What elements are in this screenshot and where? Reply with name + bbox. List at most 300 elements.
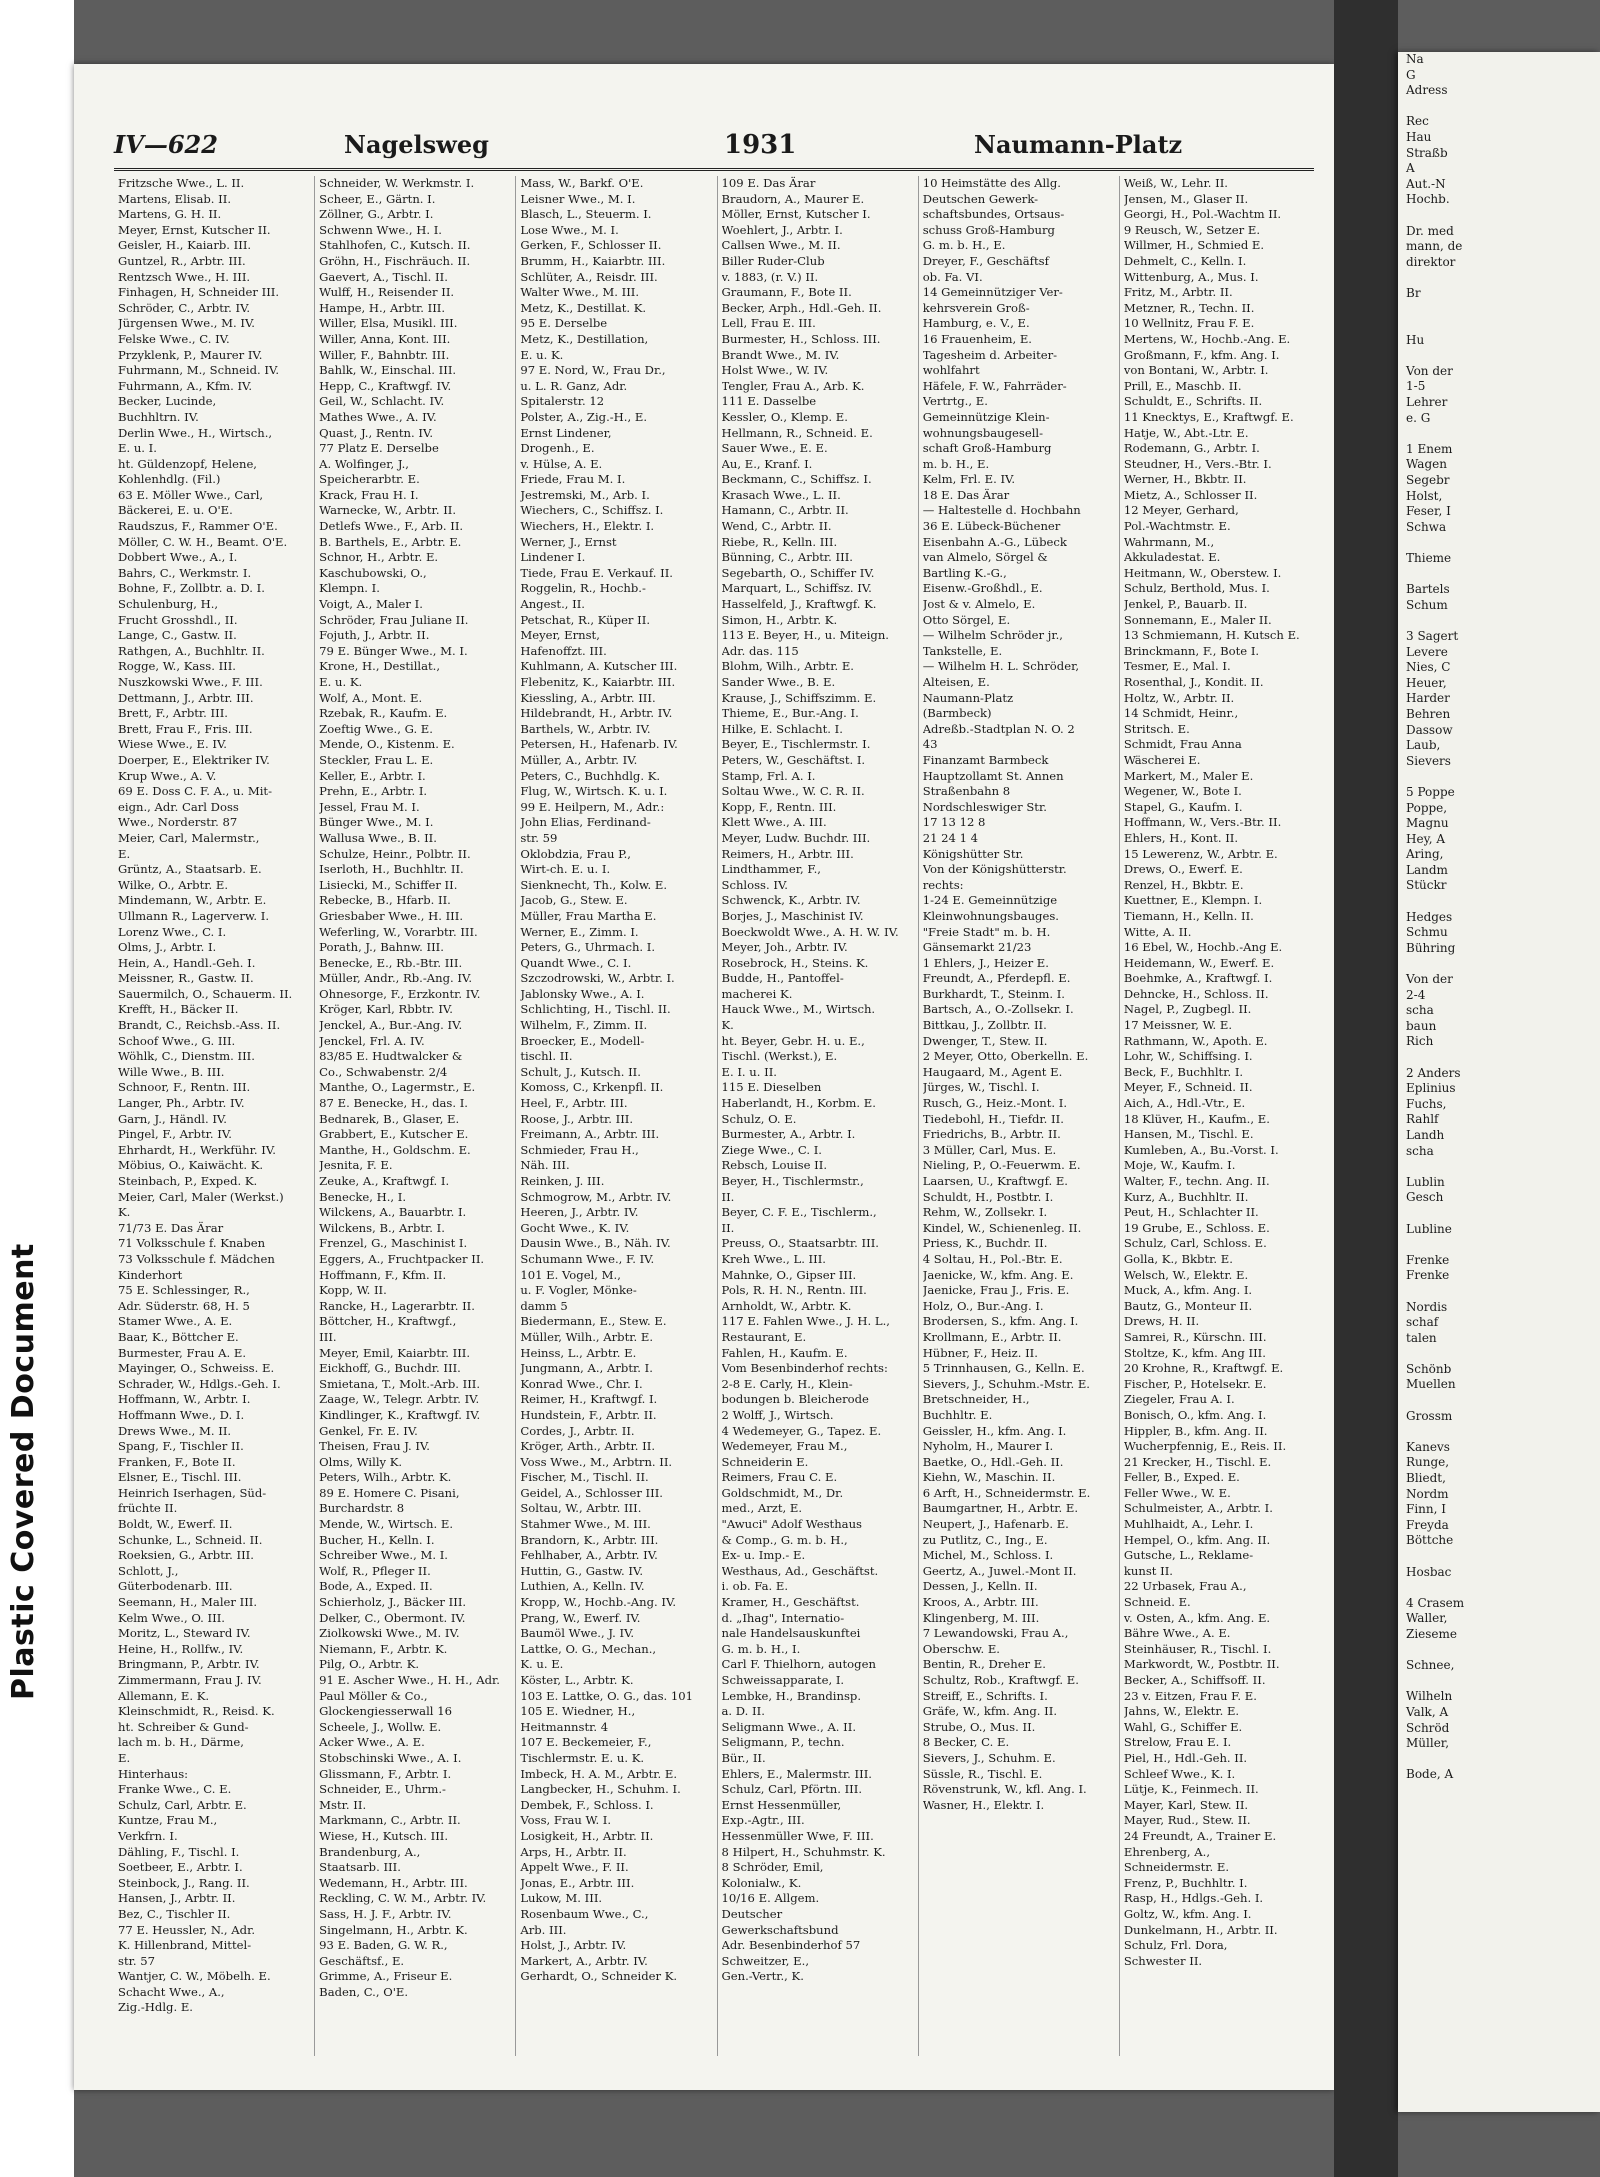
directory-entry: Ehlers, E., Malermstr. III. xyxy=(721,1766,872,1781)
directory-entry: Allemann, E. K. xyxy=(118,1688,210,1703)
directory-entry: Baar, K., Böttcher E. xyxy=(118,1329,239,1344)
directory-entry: 71 Volksschule f. Knaben xyxy=(118,1236,266,1251)
adjacent-page-line: scha xyxy=(1406,1003,1434,1018)
directory-entry: Garn, J., Händl. IV. xyxy=(118,1111,227,1126)
directory-entry: Schneiderin E. xyxy=(721,1454,809,1469)
directory-entry: Goldschmidt, M., Dr. xyxy=(721,1485,844,1500)
directory-entry: E. u. I. xyxy=(118,441,157,456)
directory-entry: Rathmann, W., Apoth. E. xyxy=(1123,1033,1268,1048)
directory-entry: Schulz, Carl, Pförtn. III. xyxy=(721,1782,863,1797)
directory-entry: Gemeinnützige Klein- xyxy=(922,409,1050,424)
adjacent-page-line xyxy=(1398,894,1600,910)
adjacent-page-line: Harder xyxy=(1406,691,1450,706)
directory-entry: 2-8 E. Carly, H., Klein- xyxy=(721,1376,853,1391)
directory-entry: Vom Besenbinderhof rechts: xyxy=(721,1361,888,1376)
directory-entry: Klett Wwe., A. III. xyxy=(721,815,827,830)
adjacent-page-line: Hu xyxy=(1406,332,1425,347)
directory-entry: Schulz, Carl, Arbtr. E. xyxy=(118,1797,247,1812)
directory-entry: Strelow, Frau E. I. xyxy=(1123,1735,1232,1750)
directory-entry: Adr. Süderstr. 68, H. 5 xyxy=(118,1298,250,1313)
adjacent-page-line: direktor xyxy=(1406,254,1456,269)
adjacent-page-line: Nordm xyxy=(1406,1486,1449,1501)
directory-entry: Meyer, F., Schneid. II. xyxy=(1123,1080,1253,1095)
directory-entry: Rosenbaum Wwe., C., xyxy=(520,1906,649,1921)
directory-entry: Hessenmüller Wwe, F. III. xyxy=(721,1828,874,1843)
directory-entry: Wirt-ch. E. u. I. xyxy=(520,862,611,877)
directory-entry: Drogenh., E. xyxy=(520,441,595,456)
directory-entry: Frucht Grosshdl., II. xyxy=(118,612,238,627)
directory-entry: Werner, J., Ernst xyxy=(520,534,617,549)
directory-entry: Bretschneider, H., xyxy=(922,1392,1030,1407)
directory-entry: 109 E. Das Ärar xyxy=(721,176,816,190)
directory-entry: Meyer, Ludw. Buchdr. III. xyxy=(721,830,871,845)
directory-entry: Sauer Wwe., E. E. xyxy=(721,441,828,456)
adjacent-page-line: schaf xyxy=(1406,1315,1439,1330)
adjacent-page-line: Waller, xyxy=(1406,1611,1448,1626)
directory-entry: Smietana, T., Molt.-Arb. III. xyxy=(319,1376,481,1391)
directory-entry: Beyer, E., Tischlermstr. I. xyxy=(721,737,871,752)
directory-entry: schaft Groß-Hamburg xyxy=(922,441,1052,456)
directory-entry: Carl F. Thielhorn, autogen xyxy=(721,1657,876,1672)
directory-entry: Hoffmann, W., Vers.-Btr. II. xyxy=(1123,815,1282,830)
directory-entry: Laarsen, U., Kraftwgf. E. xyxy=(922,1174,1068,1188)
directory-entry: Nyholm, H., Maurer I. xyxy=(922,1439,1054,1454)
directory-entry: Ernst Hessenmüller, xyxy=(721,1797,842,1812)
directory-entry: u. L. R. Ganz, Adr. xyxy=(520,378,628,393)
directory-entry: Hauptzollamt St. Annen xyxy=(922,768,1064,783)
directory-entry: Bautz, G., Monteur II. xyxy=(1123,1298,1253,1313)
directory-entry: Rosebrock, H., Steins. K. xyxy=(721,955,869,970)
year-heading: 1931 xyxy=(724,130,797,160)
directory-entry: Schwenn Wwe., H. I. xyxy=(319,222,442,237)
adjacent-page-line: Fuchs, xyxy=(1406,1096,1447,1111)
directory-entry: Heitmann, W., Oberstew. I. xyxy=(1123,565,1282,580)
adjacent-page-line: baun xyxy=(1406,1018,1437,1033)
directory-entry: Möller, Ernst, Kutscher I. xyxy=(721,207,871,222)
directory-entry: Baden, C., O'E. xyxy=(319,1984,409,1999)
adjacent-page-line: 1 Enem xyxy=(1406,441,1453,456)
directory-entry: Schunke, L., Schneid. II. xyxy=(118,1532,263,1547)
adjacent-page-line: Dassow xyxy=(1406,722,1453,737)
adjacent-page-line: Lubline xyxy=(1406,1221,1452,1236)
directory-entry: Schneider, E., Uhrm.- xyxy=(319,1782,446,1797)
directory-entry: Schuldt, E., Schrifts. II. xyxy=(1123,394,1263,409)
directory-entry: Dehmelt, C., Kelln. I. xyxy=(1123,253,1247,268)
directory-entry: Spitalerstr. 12 xyxy=(520,394,605,409)
directory-entry: Simon, H., Arbtr. K. xyxy=(721,612,838,627)
directory-entry: Gräfe, W., kfm. Ang. II. xyxy=(922,1704,1058,1719)
directory-entry: 7 Lewandowski, Frau A., xyxy=(922,1626,1069,1641)
directory-entry: 16 Frauenheim, E. xyxy=(922,331,1032,346)
directory-entry: Wantjer, C. W., Möbelh. E. xyxy=(118,1969,271,1984)
directory-entry: Stoltze, K., kfm. Ang III. xyxy=(1123,1345,1266,1360)
directory-entry: 16 Ebel, W., Hochb.-Ang E. xyxy=(1123,940,1283,955)
directory-entry: Holtz, W., Arbtr. II. xyxy=(1123,690,1235,705)
directory-entry: Hinterhaus: xyxy=(118,1766,189,1781)
directory-entry: 111 E. Dasselbe xyxy=(721,394,817,409)
directory-entry: Spang, F., Tischler II. xyxy=(118,1439,244,1454)
directory-entry: Rebecke, B., Hfarb. II. xyxy=(319,893,451,908)
directory-entry: Schweissapparate, I. xyxy=(721,1673,845,1687)
directory-entry: Finanzamt Barmbeck xyxy=(922,752,1049,767)
directory-entry: m. b. H., E. xyxy=(922,456,990,471)
directory-entry: Deutschen Gewerk- xyxy=(922,191,1039,206)
directory-entry: Kleinschmidt, R., Reisd. K. xyxy=(118,1704,275,1719)
directory-entry: Hoffmann, F., Kfm. II. xyxy=(319,1267,447,1282)
directory-entry: Pols, R. H. N., Rentn. III. xyxy=(721,1283,867,1298)
directory-entry: Hansen, M., Tischl. E. xyxy=(1123,1127,1254,1142)
directory-entry: Adreßb.-Stadtplan N. O. 2 xyxy=(922,721,1075,736)
directory-entry: Kröger, Karl, Rbbtr. IV. xyxy=(319,1002,453,1017)
directory-entry: von Bontani, W., Arbtr. I. xyxy=(1123,363,1269,378)
adjacent-page-line: scha xyxy=(1406,1143,1434,1158)
directory-entry: i. ob. Fa. E. xyxy=(721,1579,789,1594)
directory-entry: Feller, B., Exped. E. xyxy=(1123,1470,1240,1485)
adjacent-page-line xyxy=(1398,956,1600,972)
adjacent-page-line: Schönb xyxy=(1406,1361,1452,1376)
directory-entry: Hampe, H., Arbtr. III. xyxy=(319,300,446,315)
directory-entry: Schulenburg, H., xyxy=(118,597,219,612)
directory-entry: Callsen Wwe., M. II. xyxy=(721,238,841,253)
right-street-heading: Naumann-Platz xyxy=(974,130,1183,159)
adjacent-page-line: Magnu xyxy=(1406,816,1449,831)
directory-entry: Samrei, R., Kürschn. III. xyxy=(1123,1329,1267,1344)
adjacent-page-line: Segebr xyxy=(1406,473,1450,488)
adjacent-page-line xyxy=(1398,348,1600,364)
directory-entry: Krefft, H., Bäcker II. xyxy=(118,1002,239,1017)
directory-entry: kehrsverein Groß- xyxy=(922,300,1030,315)
directory-entry: Soltau, W., Arbtr. III. xyxy=(520,1501,642,1516)
directory-entry: Rodemann, G., Arbtr. I. xyxy=(1123,441,1260,456)
adjacent-page-line: Aring, xyxy=(1406,847,1444,862)
scan-side-strip xyxy=(0,0,74,2177)
directory-entry: John Elias, Ferdinand- xyxy=(520,815,651,830)
directory-entry: Quast, J., Rentn. IV. xyxy=(319,425,434,440)
adjacent-page-line: Lehrer xyxy=(1406,395,1448,410)
directory-entry: Eickhoff, G., Buchdr. III. xyxy=(319,1361,461,1376)
directory-entry: Gewerkschaftsbund xyxy=(721,1922,839,1937)
directory-entry: str. 57 xyxy=(118,1953,155,1968)
directory-entry: Kaschubowski, O., xyxy=(319,565,427,580)
directory-entry: Mietz, A., Schlosser II. xyxy=(1123,487,1258,502)
directory-entry: Delker, C., Obermont. IV. xyxy=(319,1610,466,1625)
directory-entry: Olms, J., Arbtr. I. xyxy=(118,940,217,955)
directory-entry: Holz, O., Bur.-Ang. I. xyxy=(922,1298,1044,1313)
directory-entry: Kropp, W., Hochb.-Ang. IV. xyxy=(520,1595,677,1610)
directory-entry: Willer, Anna, Kont. III. xyxy=(319,331,451,346)
directory-entry: G. m. b. H., I. xyxy=(721,1641,801,1656)
directory-entry: macherei K. xyxy=(721,986,793,1001)
directory-entry: Stamer Wwe., A. E. xyxy=(118,1314,233,1329)
directory-entry: Deutscher xyxy=(721,1906,783,1921)
directory-entry: — Wilhelm Schröder jr., xyxy=(922,628,1063,643)
directory-entry: Seligmann, P., techn. xyxy=(721,1735,845,1750)
directory-entry: E. xyxy=(118,846,131,861)
directory-entry: Naumann-Platz xyxy=(922,690,1014,705)
adjacent-page-line: Von der xyxy=(1406,363,1453,378)
directory-entry: Becker, Arph., Hdl.-Geh. II. xyxy=(721,300,882,315)
directory-entry: Walter, F., techn. Ang. II. xyxy=(1123,1174,1270,1188)
directory-entry: Geschäftsf., E. xyxy=(319,1953,405,1968)
directory-entry: Zimmermann, Frau J. IV. xyxy=(118,1673,262,1687)
directory-entry: Willer, F., Bahnbtr. III. xyxy=(319,347,450,362)
directory-entry: Benecke, E., Rb.-Btr. III. xyxy=(319,955,463,970)
directory-entry: Nieling, P., O.-Feuerwm. E. xyxy=(922,1158,1081,1173)
directory-entry: Schneid. E. xyxy=(1123,1595,1191,1610)
directory-entry: Reinken, J. III. xyxy=(520,1174,605,1188)
directory-entry: Wulff, H., Reisender II. xyxy=(319,285,455,300)
directory-entry: Dausin Wwe., B., Näh. IV. xyxy=(520,1236,671,1251)
directory-entry: Hansen, J., Arbtr. II. xyxy=(118,1891,236,1906)
directory-entry: 19 Grube, E., Schloss. E. xyxy=(1123,1220,1270,1235)
directory-entry: Olms, Willy K. xyxy=(319,1454,403,1469)
directory-entry: Boldt, W., Ewerf. II. xyxy=(118,1517,233,1532)
directory-entry: Cordes, J., Arbtr. II. xyxy=(520,1423,635,1438)
directory-entry: Niemann, F., Arbtr. K. xyxy=(319,1641,448,1656)
directory-entry: Lütje, K., Feinmech. II. xyxy=(1123,1782,1259,1797)
directory-entry: 103 E. Lattke, O. G., das. 101 xyxy=(520,1688,694,1703)
directory-entry: Angest., II. xyxy=(520,597,585,612)
directory-entry: 87 E. Benecke, H., das. I. xyxy=(319,1096,468,1111)
directory-entry: Stahmer Wwe., M. III. xyxy=(520,1517,651,1532)
directory-entry: Süssle, R., Tischl. E. xyxy=(922,1766,1043,1781)
directory-entry: Rzebak, R., Kaufm. E. xyxy=(319,706,448,721)
directory-entry: Sander Wwe., B. E. xyxy=(721,675,836,689)
directory-entry: Willer, Elsa, Musikl. III. xyxy=(319,316,458,331)
directory-entry: Geertz, A., Juwel.-Mont II. xyxy=(922,1563,1077,1578)
directory-entry: E. u. K. xyxy=(319,675,363,689)
directory-entry: Heinss, L., Arbtr. E. xyxy=(520,1345,637,1360)
directory-entry: 4 Wedemeyer, G., Tapez. E. xyxy=(721,1423,882,1438)
directory-entry: 18 E. Das Ärar xyxy=(922,487,1010,502)
directory-entry: Ullmann R., Lagerverw. I. xyxy=(118,908,270,923)
directory-entry: Lindthammer, F., xyxy=(721,862,821,877)
directory-entry: 77 E. Heussler, N., Adr. xyxy=(118,1922,256,1937)
directory-entry: Gröhn, H., Fischräuch. II. xyxy=(319,253,471,268)
adjacent-page-line: e. G xyxy=(1406,410,1431,425)
directory-entry: van Almelo, Sörgel & xyxy=(922,550,1048,565)
directory-entry: Schröder, C., Arbtr. IV. xyxy=(118,300,251,315)
directory-entry: Blohm, Wilh., Arbtr. E. xyxy=(721,659,854,674)
adjacent-page-line: 5 Poppe xyxy=(1406,784,1455,799)
directory-entry: Prang, W., Ewerf. IV. xyxy=(520,1610,641,1625)
directory-entry: Markwordt, W., Postbtr. II. xyxy=(1123,1657,1280,1672)
directory-entry: Schulz, Berthold, Mus. I. xyxy=(1123,581,1270,596)
directory-entry: Baumgartner, H., Arbtr. E. xyxy=(922,1501,1079,1516)
directory-entry: Felske Wwe., C. IV. xyxy=(118,331,230,346)
directory-entry: 11 Knecktys, E., Kraftwgf. E. xyxy=(1123,409,1294,424)
directory-entry: zu Putlitz, C., Ing., E. xyxy=(922,1532,1048,1547)
directory-entry: Kinderhort xyxy=(118,1267,183,1282)
directory-entry: Kiessling, A., Arbtr. III. xyxy=(520,690,656,705)
directory-entry: Dähling, F., Tischl. I. xyxy=(118,1844,240,1859)
directory-entry: Heine, H., Rollfw., IV. xyxy=(118,1641,244,1656)
directory-entry: Huttin, G., Gastw. IV. xyxy=(520,1563,643,1578)
directory-entry: Hippler, B., kfm. Ang. II. xyxy=(1123,1423,1268,1438)
directory-entry: Tiemann, H., Kelln. II. xyxy=(1123,908,1254,923)
directory-entry: Mahnke, O., Gipser III. xyxy=(721,1267,857,1282)
directory-entry: Griesbaber Wwe., H. III. xyxy=(319,908,464,923)
directory-entry: Muhlhaidt, A., Lehr. I. xyxy=(1123,1517,1254,1532)
directory-entry: Bentin, R., Dreher E. xyxy=(922,1657,1046,1672)
directory-entry: 10/16 E. Allgem. xyxy=(721,1891,820,1906)
directory-entry: 83/85 E. Hudtwalcker & xyxy=(319,1049,463,1064)
directory-entry: Mass, W., Barkf. O'E. xyxy=(520,176,644,190)
directory-entry: 10 Heimstätte des Allg. xyxy=(922,176,1061,190)
book-gutter xyxy=(1334,0,1398,2177)
adjacent-page-line: Wilheln xyxy=(1406,1689,1453,1704)
directory-entry: Krack, Frau H. I. xyxy=(319,487,419,502)
directory-entry: Ex- u. Imp.- E. xyxy=(721,1548,806,1563)
directory-entry: 13 Schmiemann, H. Kutsch E. xyxy=(1123,628,1300,643)
directory-entry: Möbius, O., Kaiwächt. K. xyxy=(118,1158,264,1173)
directory-entry: Buchhltrn. IV. xyxy=(118,409,199,424)
directory-entry: Drews, H. II. xyxy=(1123,1314,1200,1329)
directory-entry: Eisenw.-Großhdl., E. xyxy=(922,581,1043,596)
adjacent-page-line: 1-5 xyxy=(1406,379,1426,394)
directory-entry: Baumöl Wwe., J. IV. xyxy=(520,1626,635,1641)
directory-entry: Boehmke, A., Kraftwgf. I. xyxy=(1123,971,1273,986)
directory-entry: Mende, O., Kistenm. E. xyxy=(319,737,455,752)
directory-entry: 5 Trinnhausen, G., Kelln. E. xyxy=(922,1361,1085,1376)
directory-entry: II. xyxy=(721,1189,735,1204)
directory-entry: Tagesheim d. Arbeiter- xyxy=(922,347,1058,362)
directory-entry: Adr. Besenbinderhof 57 xyxy=(721,1938,861,1953)
adjacent-page-line: 3 Sagert xyxy=(1406,628,1459,643)
adjacent-page-line: Thieme xyxy=(1406,551,1452,565)
directory-entry: Baetke, O., Hdl.-Geh. II. xyxy=(922,1454,1064,1469)
directory-entry: Lembke, H., Brandinsp. xyxy=(721,1688,862,1703)
directory-entry: ob. Fa. VI. xyxy=(922,269,983,284)
directory-entry: Ziolkowski Wwe., M. IV. xyxy=(319,1626,460,1641)
directory-entry: früchte II. xyxy=(118,1501,178,1516)
directory-entry: Kreh Wwe., L. III. xyxy=(721,1251,826,1266)
directory-entry: Petschat, R., Küper II. xyxy=(520,612,651,627)
directory-entry: Schumann Wwe., F. IV. xyxy=(520,1251,655,1266)
directory-entry: Brandenburg, A., xyxy=(319,1844,421,1859)
directory-entry: Meyer, Joh., Arbtr. IV. xyxy=(721,940,848,955)
directory-entry: Sievers, J., Schuhm. E. xyxy=(922,1750,1056,1765)
directory-entry: wohlfahrt xyxy=(922,363,980,378)
adjacent-page-line xyxy=(1398,1643,1600,1659)
adjacent-page-line: Runge, xyxy=(1406,1455,1450,1470)
directory-entry: Schulz, Carl, Schloss. E. xyxy=(1123,1236,1267,1251)
directory-entry: Schleef Wwe., K. I. xyxy=(1123,1766,1236,1781)
directory-entry: Bünning, C., Arbtr. III. xyxy=(721,550,853,565)
directory-entry: Brett, Frau F., Fris. III. xyxy=(118,721,253,736)
directory-entry: Alteisen, E. xyxy=(922,675,990,689)
directory-entry: Ernst Lindener, xyxy=(520,425,612,440)
directory-entry: Konrad Wwe., Chr. I. xyxy=(520,1376,643,1391)
directory-entry: Werner, E., Zimm. I. xyxy=(520,924,639,939)
directory-entry: Restaurant, E. xyxy=(721,1329,807,1344)
directory-entry: Lorenz Wwe., C. I. xyxy=(118,924,227,939)
directory-entry: Fischer, M., Tischl. II. xyxy=(520,1470,649,1485)
directory-entry: Jessel, Frau M. I. xyxy=(319,799,420,814)
directory-entry: Markmann, C., Arbtr. II. xyxy=(319,1813,461,1828)
directory-entry: Brinckmann, F., Bote I. xyxy=(1123,643,1260,658)
directory-entry: Steinbock, J., Rang. II. xyxy=(118,1875,250,1890)
directory-entry: Roggelin, R., Hochb.- xyxy=(520,581,646,596)
directory-entry: Holst, J., Arbtr. IV. xyxy=(520,1938,627,1953)
directory-entry: Bür., II. xyxy=(721,1750,766,1765)
directory-entry: Schlüter, A., Reisdr. III. xyxy=(520,269,658,284)
adjacent-page-line xyxy=(1398,1752,1600,1768)
directory-entry: Zöllner, G., Arbtr. I. xyxy=(319,207,434,222)
adjacent-page-line: Rahlf xyxy=(1406,1112,1439,1127)
directory-entry: — Haltestelle d. Hochbahn xyxy=(922,503,1081,518)
directory-entry: 105 E. Wiedner, H., xyxy=(520,1704,636,1719)
directory-columns xyxy=(114,176,1320,2056)
directory-entry: III. xyxy=(319,1329,337,1344)
directory-entry: Dembek, F., Schloss. I. xyxy=(520,1797,654,1812)
directory-entry: Martens, G. H. II. xyxy=(118,207,222,222)
directory-entry: Mstr. II. xyxy=(319,1797,367,1812)
directory-entry: Freundt, A., Pferdepfl. E. xyxy=(922,971,1071,986)
directory-entry: ht. Schreiber & Gund- xyxy=(118,1719,249,1734)
directory-entry: Reckling, C. W. M., Arbtr. IV. xyxy=(319,1891,487,1906)
directory-entry: Voigt, A., Maler I. xyxy=(319,597,423,612)
directory-entry: Franke Wwe., C. E. xyxy=(118,1782,232,1797)
directory-entry: Gänsemarkt 21/23 xyxy=(922,940,1032,955)
directory-entry: Schloss. IV. xyxy=(721,877,788,892)
directory-entry: Akkuladestat. E. xyxy=(1123,550,1221,565)
directory-entry: 17 13 12 8 xyxy=(922,815,986,830)
directory-entry: Jungmann, A., Arbtr. I. xyxy=(520,1361,653,1376)
directory-entry: Kolonialw., K. xyxy=(721,1875,802,1890)
directory-entry: Freimann, A., Arbtr. III. xyxy=(520,1127,660,1142)
directory-entry: 36 E. Lübeck-Büchener xyxy=(922,519,1061,534)
adjacent-page-line: Schmu xyxy=(1406,925,1448,940)
adjacent-page-line: Böttche xyxy=(1406,1533,1454,1548)
directory-entry: Königshütter Str. xyxy=(922,846,1024,861)
directory-entry: Kleinwohnungsbauges. xyxy=(922,908,1059,923)
directory-entry: Pilg, O., Arbtr. K. xyxy=(319,1657,420,1672)
adjacent-page-line: Feser, I xyxy=(1406,504,1451,519)
directory-entry: Scheer, E., Gärtn. I. xyxy=(319,191,436,206)
directory-entry: Heinrich Iserhagen, Süd- xyxy=(118,1485,267,1500)
directory-entry: Soltau Wwe., W. C. R. II. xyxy=(721,784,865,799)
directory-entry: Prill, E., Maschb. II. xyxy=(1123,378,1242,393)
adjacent-page-line xyxy=(1398,1674,1600,1690)
directory-entry: Peut, H., Schlachter II. xyxy=(1123,1205,1259,1220)
directory-entry: Schultz, Rob., Kraftwgf. E. xyxy=(922,1673,1079,1687)
directory-entry: Reimers, Frau C. E. xyxy=(721,1470,838,1485)
directory-entry: 14 Schmidt, Heinr., xyxy=(1123,706,1239,721)
directory-entry: Markert, A., Arbtr. IV. xyxy=(520,1953,648,1968)
directory-entry: Rentzsch Wwe., H. III. xyxy=(118,269,251,284)
directory-entry: Gutsche, L., Reklame- xyxy=(1123,1548,1254,1563)
directory-entry: Welsch, W., Elektr. E. xyxy=(1123,1267,1249,1282)
directory-entry: 12 Meyer, Gerhard, xyxy=(1123,503,1239,518)
directory-entry: Blasch, L., Steuerm. I. xyxy=(520,207,652,222)
adjacent-page-line: Bühring xyxy=(1406,940,1456,955)
directory-entry: 99 E. Heilpern, M., Adr.: xyxy=(520,799,665,814)
directory-column xyxy=(515,176,716,2056)
directory-entry: Brandt, C., Reichsb.-Ass. II. xyxy=(118,1018,281,1033)
directory-entry: Biller Ruder-Club xyxy=(721,253,825,268)
directory-entry: Gaevert, A., Tischl. II. xyxy=(319,269,448,284)
directory-entry: 10 Wellnitz, Frau F. E. xyxy=(1123,316,1255,331)
adjacent-page-line: A xyxy=(1406,161,1415,176)
directory-entry: Nagel, P., Zugbegl. II. xyxy=(1123,1002,1252,1017)
adjacent-page-line: Landm xyxy=(1406,862,1448,877)
directory-entry: Burkhardt, T., Steinm. I. xyxy=(922,986,1065,1001)
adjacent-page-line: Heuer, xyxy=(1406,675,1447,690)
directory-entry: 71/73 E. Das Ärar xyxy=(118,1220,224,1235)
directory-entry: Krause, J., Schiffszimm. E. xyxy=(721,690,877,705)
directory-entry: Stahlhofen, C., Kutsch. II. xyxy=(319,238,471,253)
